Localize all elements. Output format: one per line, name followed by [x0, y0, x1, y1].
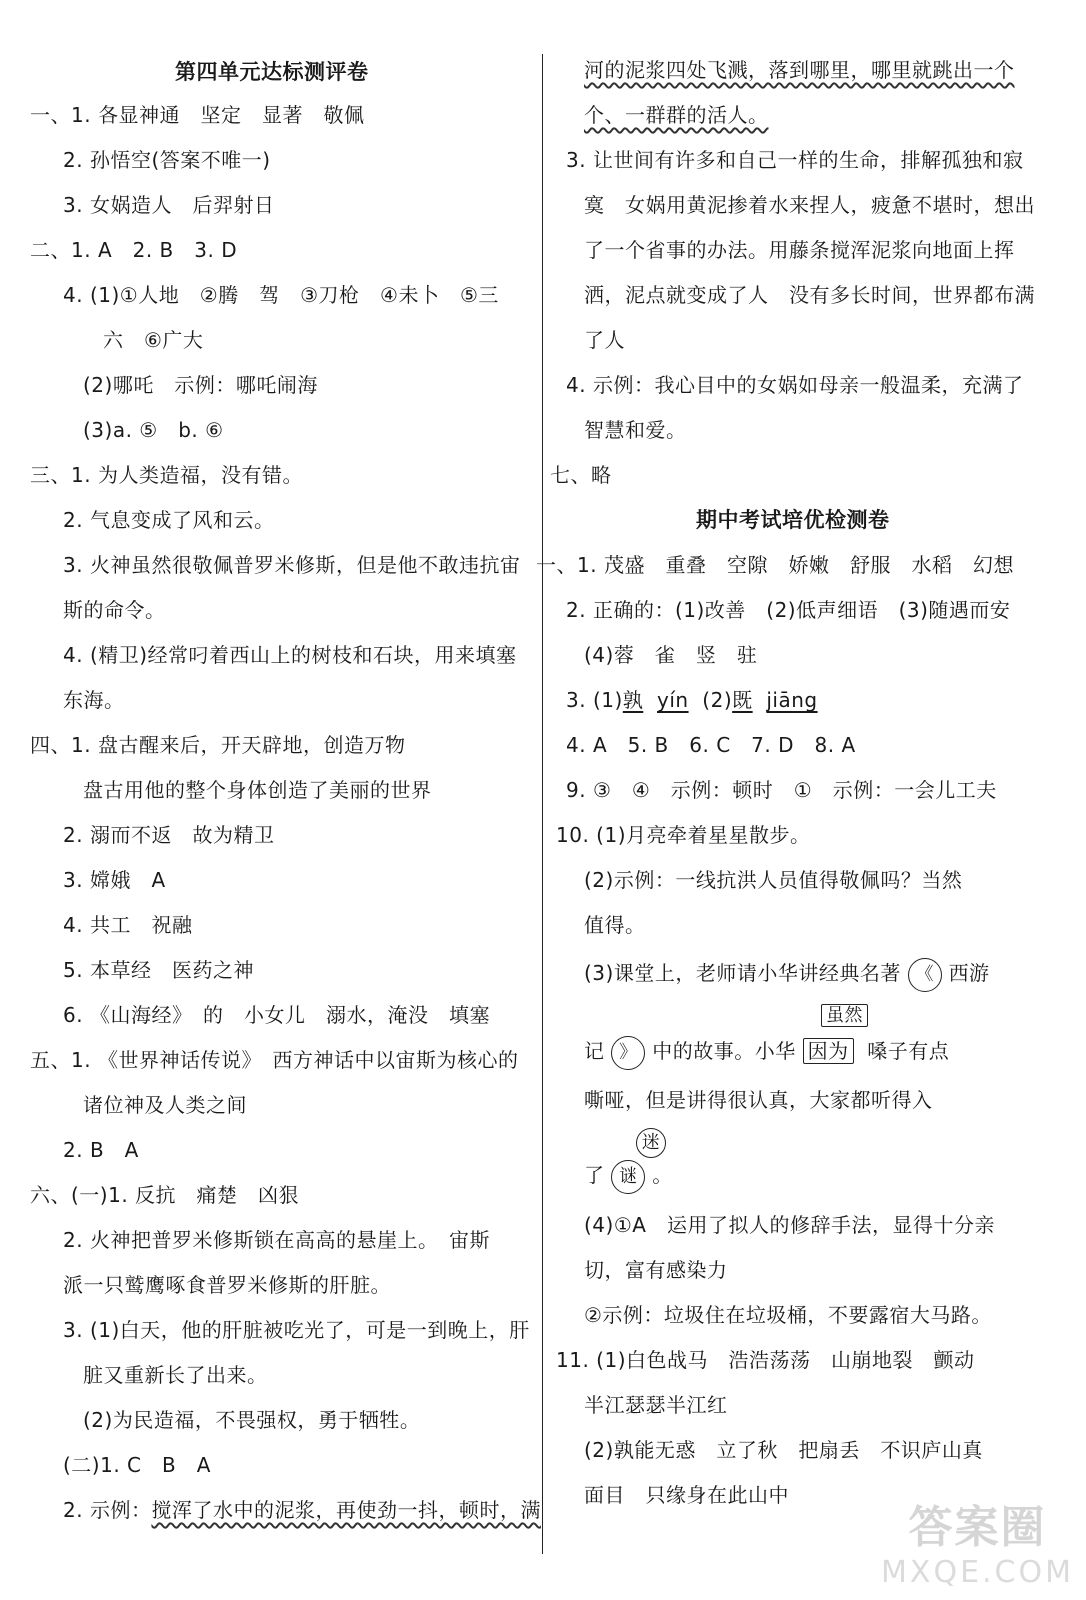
answer-line: 4. 共工 祝融 [63, 913, 193, 937]
answer-line: 2. B A [63, 1138, 139, 1162]
answer-line: 二、1. A 2. B 3. D [30, 238, 238, 262]
answer-line: 3. 嫦娥 A [63, 868, 166, 892]
underlined-char: 既 [732, 688, 753, 712]
pinyin: yín [657, 688, 689, 712]
wavy-underlined-text: 搅浑了水中的泥浆，再使劲一抖，顿时，满 [151, 1498, 541, 1522]
answer-line: 斯的命令。 [63, 598, 166, 622]
answer-text: 了 [584, 1163, 605, 1187]
answer-prefix: 3. (1) [566, 688, 623, 712]
answer-line: (4)①A 运用了拟人的修辞手法，显得十分亲 [584, 1213, 995, 1237]
answer-text: 西游 [948, 961, 990, 985]
answer-line: 值得。 [584, 913, 646, 937]
answer-line-proofread-3 [584, 1160, 673, 1194]
answer-line-last [63, 1496, 541, 1524]
answer-line: 六 ⑥广大 [103, 328, 204, 352]
answer-line: 6. 《山海经》 的 小女儿 溺水，淹没 填塞 [63, 1003, 490, 1027]
answer-prefix: 2. 示例： [63, 1498, 152, 1522]
answer-text: 嗓子有点 [867, 1039, 950, 1063]
answer-line: 嘶哑，但是讲得很认真，大家都听得入 [584, 1088, 933, 1112]
answer-text: 中的故事。小华 [652, 1039, 796, 1063]
insert-char [636, 1128, 666, 1158]
answer-line: 10. (1)月亮牵着星星散步。 [556, 823, 811, 847]
answer-line: 诸位神及人类之间 [83, 1093, 247, 1117]
inserted-char: 迷 [636, 1128, 666, 1158]
answer-line: 4. 示例：我心目中的女娲如母亲一般温柔，充满了 [566, 373, 1024, 397]
answer-line: 五、1. 《世界神话传说》 西方神话中以宙斯为核心的 [30, 1048, 519, 1072]
answer-line: 面目 只缘身在此山中 [584, 1483, 789, 1507]
answer-line: 智慧和爱。 [584, 418, 687, 442]
answer-line: 洒，泥点就变成了人 没有多长时间，世界都布满 [584, 283, 1035, 307]
answer-line: ②示例：垃圾住在垃圾桶，不要露宿大马路。 [584, 1303, 992, 1327]
answer-line-pinyin [566, 686, 818, 714]
answer-line: 七、略 [550, 463, 612, 487]
answer-line: (2)哪吒 示例：哪吒闹海 [83, 373, 318, 397]
answer-line: 切，富有感染力 [584, 1258, 728, 1282]
insert-word [821, 1002, 868, 1030]
answer-line: 东海。 [63, 688, 125, 712]
answer-line: 一、1. 各显神通 坚定 显著 敬佩 [30, 103, 365, 127]
answer-line-proofread-2 [584, 1036, 949, 1070]
answer-line: 脏又重新长了出来。 [83, 1363, 268, 1387]
inserted-word: 虽然 [821, 1004, 868, 1027]
wavy-underlined-text: 个、一群群的活人。 [584, 103, 769, 127]
answer-line: 4. (1)①人地 ②腾 驾 ③刀枪 ④未卜 ⑤三 [63, 283, 499, 307]
answer-line: (4)蓉 雀 竖 驻 [584, 643, 758, 667]
answer-line: 2. 孙悟空(答案不唯一) [63, 148, 271, 172]
answer-line: (3)a. ⑤ b. ⑥ [83, 418, 224, 442]
column-divider [542, 54, 543, 1554]
answer-line: 六、(一)1. 反抗 痛楚 凶狠 [30, 1183, 300, 1207]
section-title-midterm: 期中考试培优检测卷 [696, 508, 890, 532]
answer-line: 2. 火神把普罗米修斯锁在高高的悬崖上。 宙斯 [63, 1228, 490, 1252]
answer-line: (二)1. C B A [63, 1453, 211, 1477]
answer-text: 。 [652, 1163, 673, 1187]
correction-mark: 《 [908, 958, 942, 992]
answer-line: 9. ③ ④ 示例：顿时 ① 示例：一会儿工夫 [566, 778, 997, 802]
answer-line: 5. 本草经 医药之神 [63, 958, 254, 982]
pinyin: jiāng [766, 688, 818, 712]
answer-line-proofread-1 [584, 958, 990, 992]
answer-line: 3. (1)白天，他的肝脏被吃光了，可是一到晚上，肝 [63, 1318, 530, 1342]
answer-line: 派一只鹫鹰啄食普罗米修斯的肝脏。 [63, 1273, 391, 1297]
answer-line: 4. (精卫)经常叼着西山上的树枝和石块，用来填塞 [63, 643, 517, 667]
deleted-word: 因为 [803, 1038, 854, 1064]
answer-line: 3. 女娲造人 后羿射日 [63, 193, 275, 217]
answer-text: (3)课堂上，老师请小华讲经典名著 [584, 961, 901, 985]
answer-line: 半江瑟瑟半江红 [584, 1393, 728, 1417]
answer-line: 3. 火神虽然很敬佩普罗米修斯，但是他不敢违抗宙 [63, 553, 521, 577]
answer-line: 三、1. 为人类造福，没有错。 [30, 463, 303, 487]
answer-line: (2)示例：一线抗洪人员值得敬佩吗？当然 [584, 868, 963, 892]
section-title-unit4: 第四单元达标测评卷 [175, 60, 369, 84]
answer-line: 2. 正确的：(1)改善 (2)低声细语 (3)随遇而安 [566, 598, 1011, 622]
underlined-char: 孰 [622, 688, 644, 712]
answer-line: 2. 气息变成了风和云。 [63, 508, 275, 532]
answer-line: 了一个省事的办法。用藤条搅浑泥浆向地面上挥 [584, 238, 1015, 262]
answer-line: 四、1. 盘古醒来后，开天辟地，创造万物 [30, 733, 406, 757]
answer-line: 2. 溺而不返 故为精卫 [63, 823, 275, 847]
watermark-logo-text: 答案圈 [908, 1502, 1047, 1553]
answer-prefix: (2) [702, 688, 733, 712]
wrong-char-mark: 谜 [611, 1160, 645, 1194]
answer-line: 了人 [584, 328, 625, 352]
answer-line: 一、1. 茂盛 重叠 空隙 娇嫩 舒服 水稻 幻想 [536, 553, 1014, 577]
wavy-underlined-text: 河的泥浆四处飞溅，落到哪里，哪里就跳出一个 [584, 58, 1015, 82]
answer-line: 寞 女娲用黄泥掺着水来捏人，疲惫不堪时，想出 [584, 193, 1035, 217]
answer-line: 盘古用他的整个身体创造了美丽的世界 [83, 778, 432, 802]
watermark-url: MXQE.COM [881, 1555, 1074, 1590]
site-watermark [881, 1491, 1074, 1590]
answer-line: (2)孰能无惑 立了秋 把扇丢 不识庐山真 [584, 1438, 983, 1462]
answer-line: 4. A 5. B 6. C 7. D 8. A [566, 733, 856, 757]
answer-line: 3. 让世间有许多和自己一样的生命，排解孤独和寂 [566, 148, 1024, 172]
answer-text: 记 [584, 1039, 605, 1063]
answer-line: 11. (1)白色战马 浩浩荡荡 山崩地裂 颤动 [556, 1348, 975, 1372]
correction-mark: 》 [611, 1036, 645, 1070]
answer-line: (2)为民造福，不畏强权，勇于牺牲。 [83, 1408, 421, 1432]
